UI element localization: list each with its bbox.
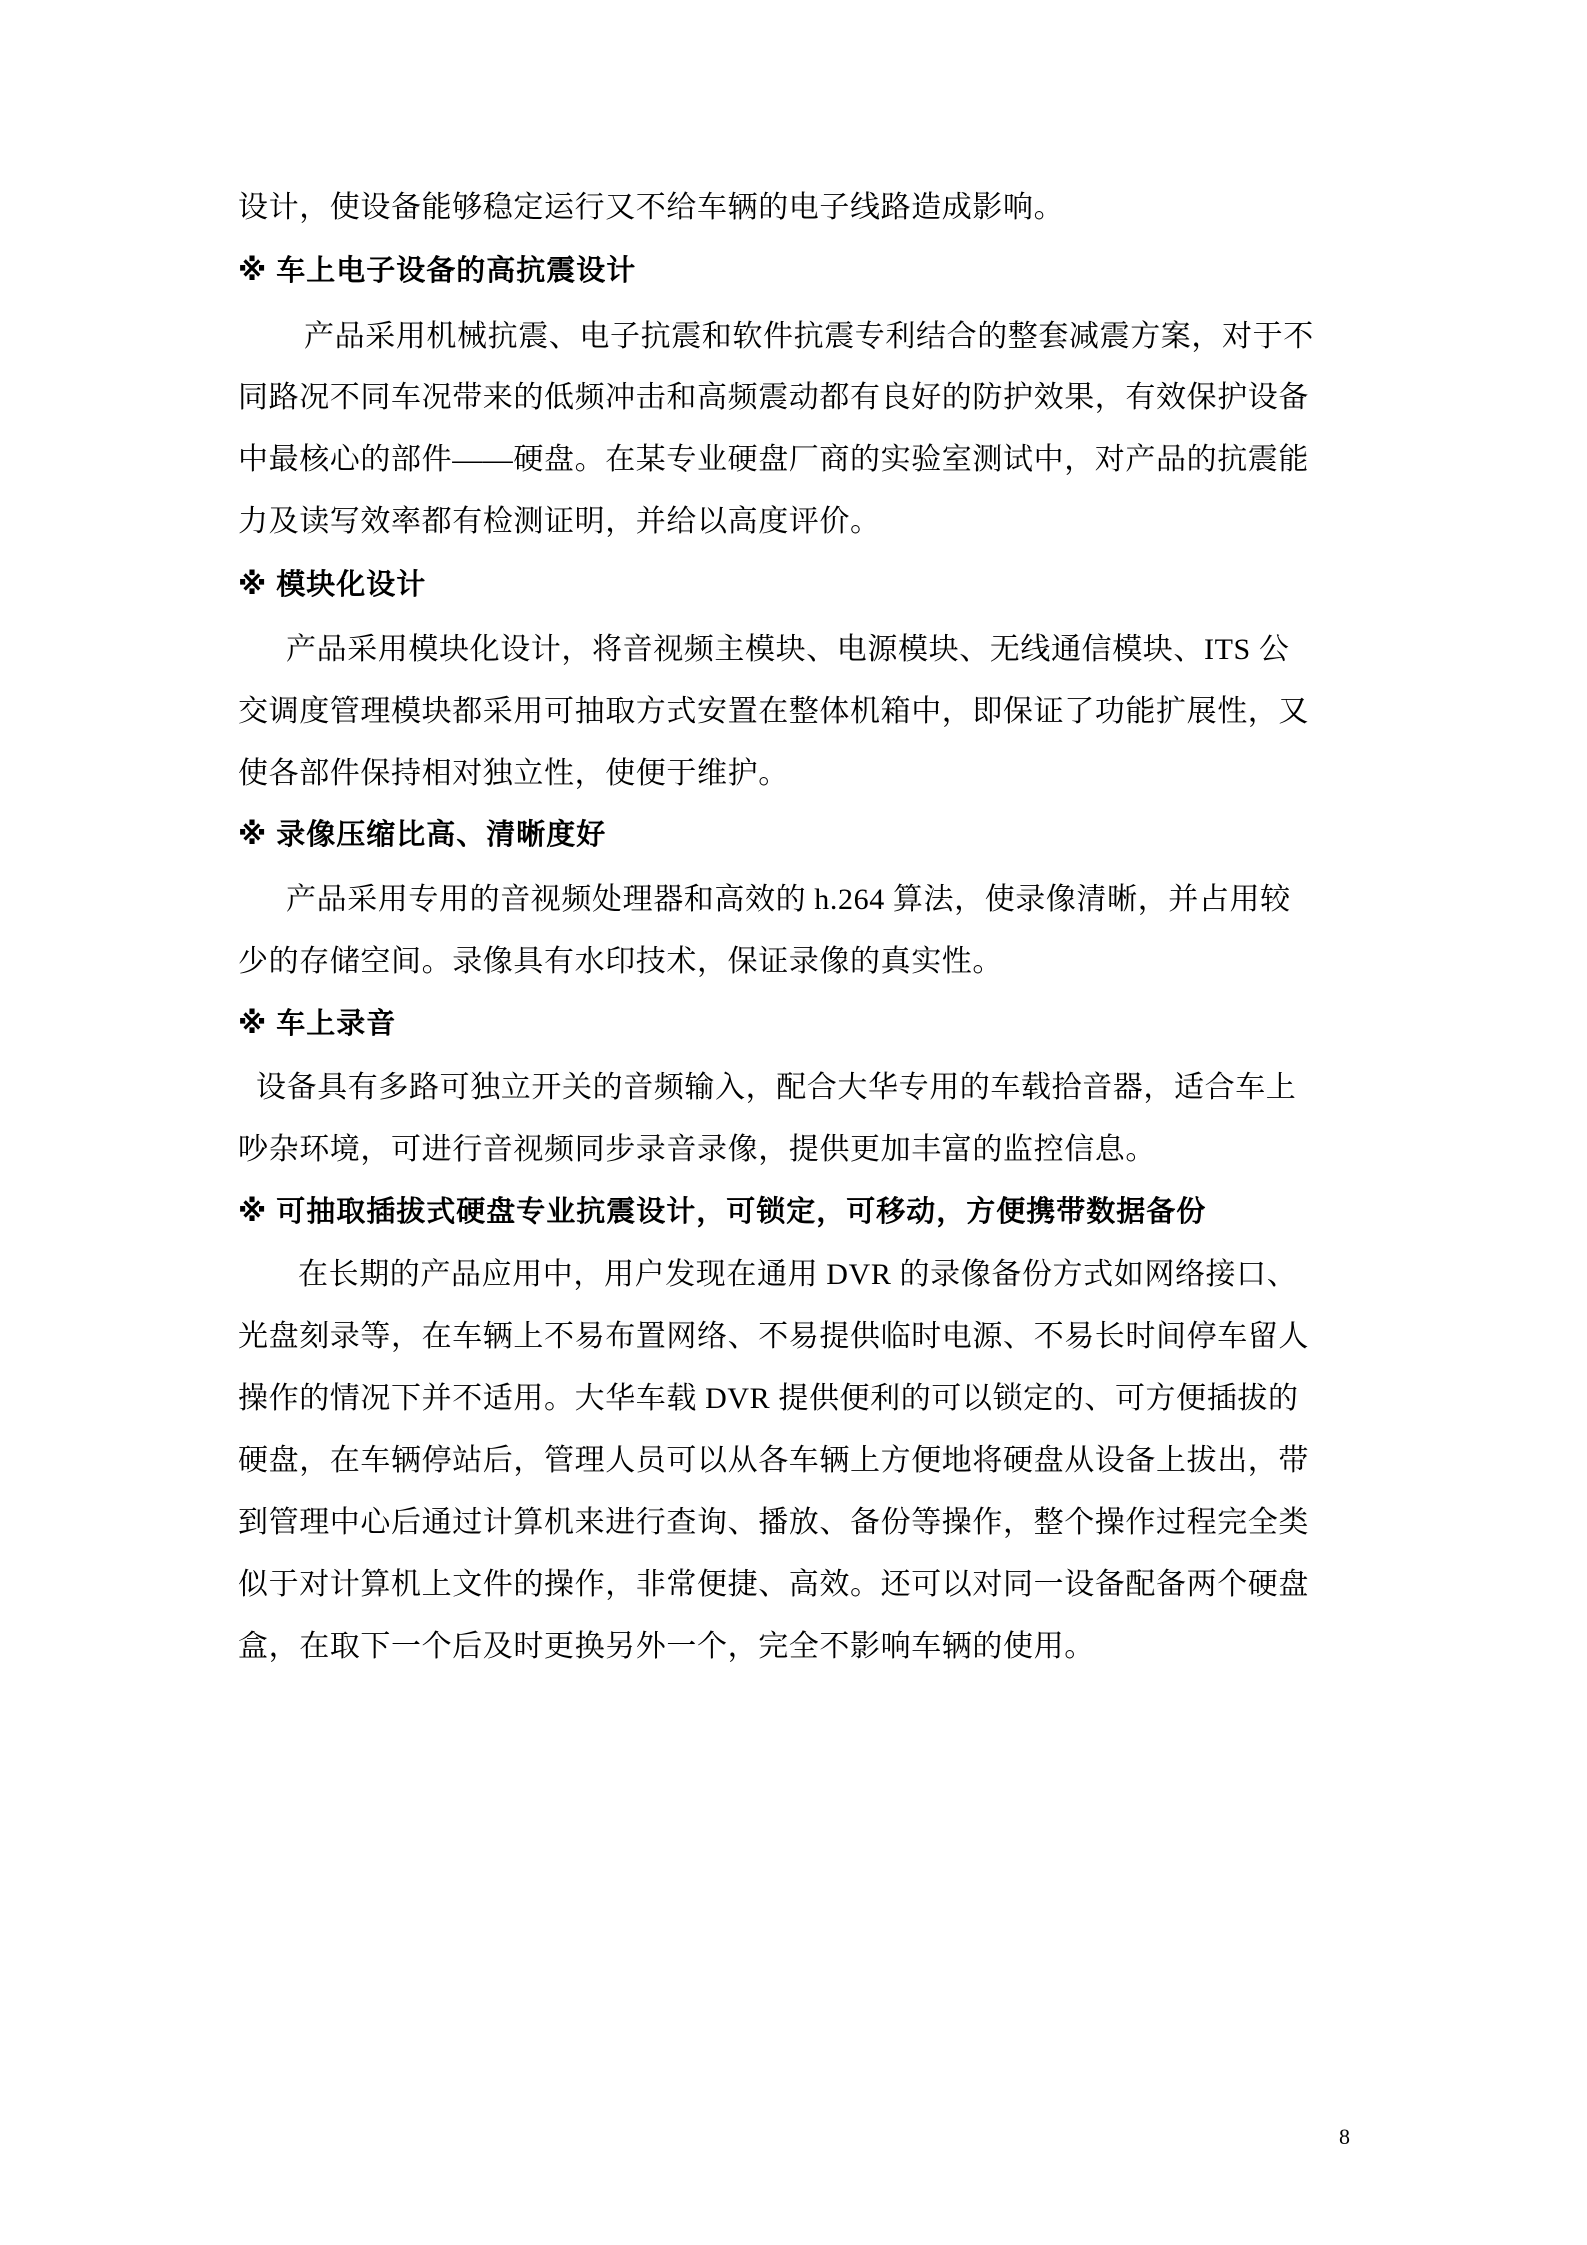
section-heading-removable-hdd: ※ 可抽取插拔式硬盘专业抗震设计，可锁定，可移动，方便携带数据备份 [238, 1196, 1207, 1228]
paragraph-line: 中最核心的部件——硬盘。在某专业硬盘厂商的实验室测试中，对产品的抗震能 [238, 443, 1309, 476]
paragraph-line: 交调度管理模块都采用可抽取方式安置在整体机箱中，即保证了功能扩展性，又 [238, 695, 1309, 728]
paragraph-line: 少的存储空间。录像具有水印技术，保证录像的真实性。 [238, 945, 1003, 978]
page-number: 8 [1339, 2124, 1350, 2149]
paragraph-line: 到管理中心后通过计算机来进行查询、播放、备份等操作，整个操作过程完全类 [238, 1506, 1309, 1539]
paragraph-line: 在长期的产品应用中，用户发现在通用 DVR 的录像备份方式如网络接口、 [298, 1258, 1298, 1291]
paragraph-line: 产品采用专用的音视频处理器和高效的 h.264 算法，使录像清晰，并占用较 [286, 883, 1291, 916]
paragraph-line: 设计，使设备能够稳定运行又不给车辆的电子线路造成影响。 [238, 191, 1065, 224]
paragraph-line: 产品采用模块化设计，将音视频主模块、电源模块、无线通信模块、ITS 公 [286, 633, 1290, 666]
paragraph-line: 吵杂环境，可进行音视频同步录音录像，提供更加丰富的监控信息。 [238, 1133, 1156, 1166]
paragraph-line: 同路况不同车况带来的低频冲击和高频震动都有良好的防护效果，有效保护设备 [238, 381, 1309, 414]
paragraph-line: 力及读写效率都有检测证明，并给以高度评价。 [238, 505, 881, 538]
section-heading-modular-design: ※ 模块化设计 [238, 569, 427, 601]
paragraph-line: 使各部件保持相对独立性，使便于维护。 [238, 757, 789, 790]
paragraph-line: 设备具有多路可独立开关的音频输入，配合大华专用的车载拾音器，适合车上 [256, 1071, 1297, 1104]
paragraph-line: 产品采用机械抗震、电子抗震和软件抗震专利结合的整套减震方案，对于不 [304, 320, 1314, 353]
paragraph-line: 操作的情况下并不适用。大华车载 DVR 提供便利的可以锁定的、可方便插拔的 [238, 1382, 1299, 1415]
section-heading-vibration-design: ※ 车上电子设备的高抗震设计 [238, 255, 637, 287]
section-heading-compression: ※ 录像压缩比高、清晰度好 [238, 819, 607, 851]
paragraph-line: 盒，在取下一个后及时更换另外一个，完全不影响车辆的使用。 [238, 1630, 1095, 1663]
paragraph-line: 光盘刻录等，在车辆上不易布置网络、不易提供临时电源、不易长时间停车留人 [238, 1320, 1309, 1353]
paragraph-line: 硬盘，在车辆停站后，管理人员可以从各车辆上方便地将硬盘从设备上拔出，带 [238, 1444, 1309, 1477]
paragraph-line: 似于对计算机上文件的操作，非常便捷、高效。还可以对同一设备配备两个硬盘 [238, 1568, 1309, 1601]
section-heading-audio-recording: ※ 车上录音 [238, 1008, 397, 1040]
